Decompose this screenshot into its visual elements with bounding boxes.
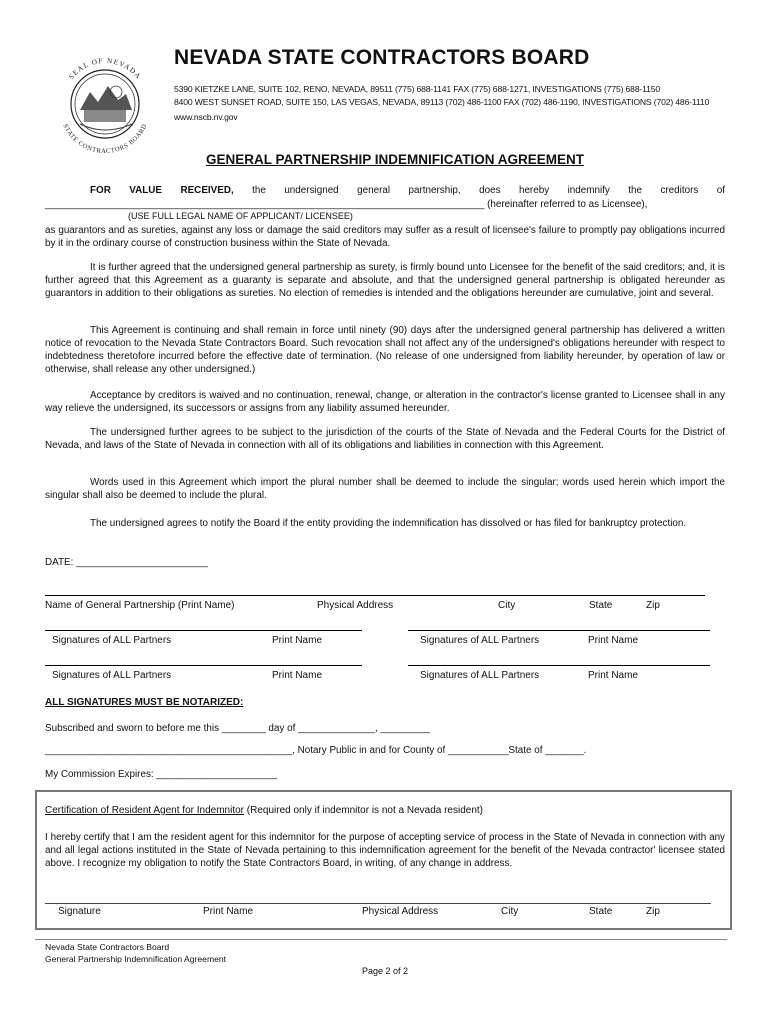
paragraph-jurisdiction: The undersigned further agrees to be subject to the jurisdiction of the courts of the State of Nevada and the Federal Courts for the District of Nevada, and laws of the State of Nevada in connection with all of its obligations and liabilities in connection with this Agreement. xyxy=(45,427,725,451)
print-name-label-1: Print Name xyxy=(272,635,323,646)
city-label: City xyxy=(498,600,516,611)
paragraph-continuing: This Agreement is continuing and shall remain in force until ninety (90) days after the undersigned general partnership has delivered a written notice of revocation to the Nevada State Contractors Board. Such revocation shall not affect any of the undersigned's obligations hereunder with respect to indebtedness theretofore incurred before the effective date of termination. (No release of one undersigned from liability hereunder, by operation of law or otherwise, shall release any other undersigned.) xyxy=(45,325,725,375)
paragraph-plural: Words used in this Agreement which import the plural number shall be deemed to include the singular; words used herein which import the singular shall also be deemed to include the plural. xyxy=(45,477,725,501)
cert-zip-label: Zip xyxy=(646,906,660,917)
cert-print-name-label: Print Name xyxy=(203,906,254,917)
paragraph-notify: The undersigned agrees to notify the Board if the entity providing the indemnification has dissolved or has filed for bankruptcy protection. xyxy=(90,518,687,529)
date-field[interactable]: DATE: ________________________ xyxy=(45,557,208,568)
svg-text:STATE CONTRACTORS BOARD: STATE CONTRACTORS BOARD xyxy=(61,122,149,156)
resident-agent-signature-line[interactable] xyxy=(45,903,711,904)
state-seal-logo xyxy=(50,44,160,162)
certification-heading: Certification of Resident Agent for Indemnitor xyxy=(45,805,244,816)
footer-form-name: General Partnership Indemnification Agreement xyxy=(45,954,227,964)
certification-note: (Required only if indemnitor is not a Nevada resident) xyxy=(244,805,484,816)
partner-signature-line-2[interactable] xyxy=(408,630,710,631)
partner-signature-line-1[interactable] xyxy=(45,630,362,631)
licensee-name-line[interactable]: ________________________________________________________________________________ (hereinafter referred to as Licensee), xyxy=(45,199,648,210)
notarized-notice: ALL SIGNATURES MUST BE NOTARIZED: xyxy=(45,697,244,708)
partnership-signature-line[interactable] xyxy=(45,595,705,596)
sig-all-partners-label-4: Signatures of ALL Partners xyxy=(420,670,540,681)
intro-paragraph: as guarantors and as sureties, against any loss or damage the said creditors may suffer as a result of licensee's failure to promptly pay obligations incurred by it in the ordinary course of construction business within the State of Nevada. xyxy=(45,225,725,249)
notary-line[interactable]: _____________________________________________, Notary Public in and for County of ___________State of _______. xyxy=(45,745,587,756)
print-name-label-4: Print Name xyxy=(588,670,639,681)
state-label: State xyxy=(589,600,613,611)
certification-body: I hereby certify that I am the resident agent for this indemnitor for the purpose of accepting service of process in the State of Nevada in connection with any and all legal actions instituted in the State of Nevada pertaining to this indemnification agreement for the benefit of the Nevada contractor' licensee stated above. I recognize my obligation to notify the State Contractors Board, in writing, of any change in address. xyxy=(45,832,725,869)
cert-state-label: State xyxy=(589,906,613,917)
commission-expires-line[interactable]: My Commission Expires: ______________________ xyxy=(45,769,278,780)
print-name-label-3: Print Name xyxy=(272,670,323,681)
intro-line-1 xyxy=(45,184,725,197)
paragraph-acceptance: Acceptance by creditors is waived and no continuation, renewal, change, or alteration in the contractor's license granted to Licensee shall in any way relieve the undersigned, its successors or assigns from any liability assumed hereunder. xyxy=(45,390,725,414)
footer-org: Nevada State Contractors Board xyxy=(45,942,170,952)
sig-all-partners-label-2: Signatures of ALL Partners xyxy=(420,635,540,646)
org-name: NEVADA STATE CONTRACTORS BOARD xyxy=(174,46,590,69)
certification-heading-line xyxy=(45,805,483,816)
cert-city-label: City xyxy=(501,906,519,917)
website-link[interactable]: www.nscb.nv.gov xyxy=(174,112,238,122)
address-reno: 5390 KIETZKE LANE, SUITE 102, RENO, NEVADA, 89511 (775) 688-1141 FAX (775) 688-1271, INVESTIGATIONS (775) 688-1150 xyxy=(174,84,661,94)
footer-divider xyxy=(35,939,727,940)
cert-signature-label: Signature xyxy=(58,906,101,917)
cert-physical-address-label: Physical Address xyxy=(362,906,439,917)
address-las-vegas: 8400 WEST SUNSET ROAD, SUITE 150, LAS VEGAS, NEVADA, 89113 (702) 486-1100 FAX (702) 486-1190, INVESTIGATIONS (702) 486-1110 xyxy=(174,97,710,107)
physical-address-label: Physical Address xyxy=(317,600,394,611)
applicant-caption: (USE FULL LEGAL NAME OF APPLICANT/ LICENSEE) xyxy=(128,211,353,221)
document-title: GENERAL PARTNERSHIP INDEMNIFICATION AGREEMENT xyxy=(205,152,585,167)
intro-lead: FOR VALUE RECEIVED, xyxy=(90,185,234,196)
print-name-label-2: Print Name xyxy=(588,635,639,646)
sig-all-partners-label-3: Signatures of ALL Partners xyxy=(52,670,172,681)
partner-signature-line-3[interactable] xyxy=(45,665,362,666)
sig-all-partners-label-1: Signatures of ALL Partners xyxy=(52,635,172,646)
partnership-name-label: Name of General Partnership (Print Name) xyxy=(45,600,235,611)
intro-rest: the undersigned general partnership, does hereby indemnify the creditors of xyxy=(233,185,726,196)
svg-text:SEAL OF NEVADA: SEAL OF NEVADA xyxy=(67,56,143,81)
partner-signature-line-4[interactable] xyxy=(408,665,710,666)
sworn-line[interactable]: Subscribed and sworn to before me this ________ day of ______________, _________ xyxy=(45,723,430,734)
page-number: Page 2 of 2 xyxy=(362,966,409,976)
paragraph-surety: It is further agreed that the undersigned general partnership as surety, is firmly bound unto Licensee for the benefit of the said creditors; and, it is further agreed that this Agreement as a guaranty is separate and absolute, and that the undersigned general partnership is obligated hereunder as guarantors in addition to their obligations as sureties. No election of remedies is intended and the obligations hereunder are cumulative, joint and several. xyxy=(45,262,725,299)
zip-label: Zip xyxy=(646,600,660,611)
